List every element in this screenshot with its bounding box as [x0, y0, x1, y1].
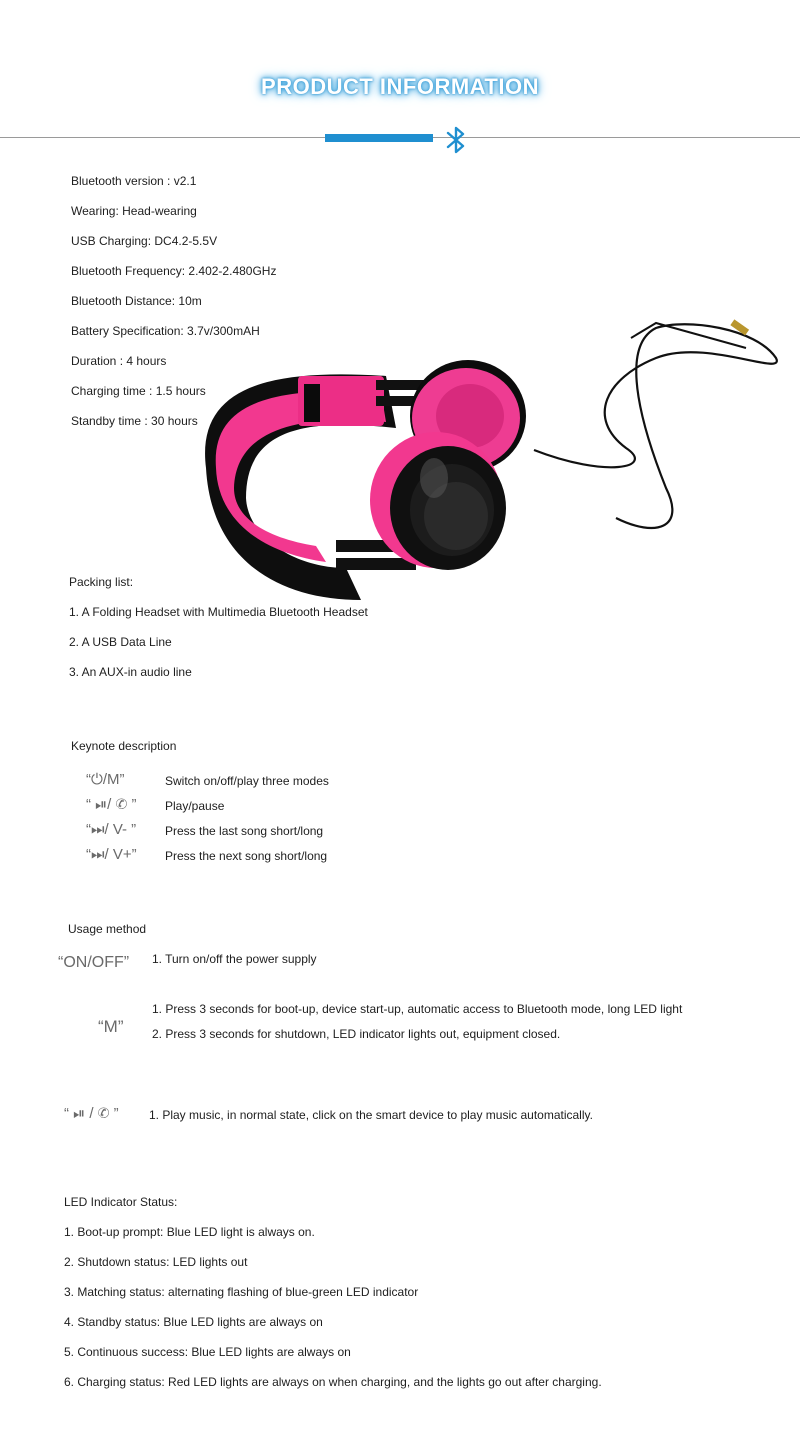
bluetooth-icon [442, 124, 470, 156]
spec-charging-time: Charging time : 1.5 hours [71, 384, 206, 398]
page-title: PRODUCT INFORMATION [261, 74, 539, 99]
usage-desc-m-1: 1. Press 3 seconds for boot-up, device start-up, automatic access to Bluetooth mode, long LED light [152, 1002, 683, 1016]
led-item-1: 1. Boot-up prompt: Blue LED light is always on. [64, 1225, 315, 1239]
led-item-2: 2. Shutdown status: LED lights out [64, 1255, 248, 1269]
spec-distance: Bluetooth Distance: 10m [71, 294, 202, 308]
usage-desc-m-2: 2. Press 3 seconds for shutdown, LED indicator lights out, equipment closed. [152, 1027, 561, 1041]
led-item-4: 4. Standby status: Blue LED lights are always on [64, 1315, 323, 1329]
usage-key-play: “ ⏯ / ✆ ” [64, 1105, 119, 1122]
keynote-desc-next-song: Press the next song short/long [165, 849, 328, 863]
spec-usb-charging: USB Charging: DC4.2-5.5V [71, 234, 218, 248]
keynote-key-last-song: “⏭/ V- ” [86, 821, 137, 838]
usage-heading: Usage method [68, 922, 147, 936]
keynote-desc-power-mode: Switch on/off/play three modes [165, 774, 329, 788]
spec-frequency: Bluetooth Frequency: 2.402-2.480GHz [71, 264, 277, 278]
keynote-heading: Keynote description [71, 739, 177, 753]
spec-wearing: Wearing: Head-wearing [71, 204, 197, 218]
led-item-6: 6. Charging status: Red LED lights are always on when charging, and the lights go out after charging. [64, 1375, 602, 1389]
keynote-desc-last-song: Press the last song short/long [165, 824, 324, 838]
usage-desc-onoff: 1. Turn on/off the power supply [152, 952, 317, 966]
keynote-key-power-mode: “⏻/M” [86, 771, 125, 788]
keynote-desc-play-pause: Play/pause [165, 799, 225, 813]
spec-duration: Duration : 4 hours [71, 354, 167, 368]
spec-battery: Battery Specification: 3.7v/300mAH [71, 324, 260, 338]
packing-item-3: 3. An AUX-in audio line [69, 665, 192, 679]
packing-heading: Packing list: [69, 575, 134, 589]
packing-item-1: 1. A Folding Headset with Multimedia Bluetooth Headset [69, 605, 368, 619]
led-item-3: 3. Matching status: alternating flashing of blue-green LED indicator [64, 1285, 419, 1299]
spec-standby-time: Standby time : 30 hours [71, 414, 198, 428]
headset-image [186, 318, 790, 600]
led-heading: LED Indicator Status: [64, 1195, 178, 1209]
spec-bluetooth-version: Bluetooth version : v2.1 [71, 174, 197, 188]
accent-bar [325, 134, 433, 142]
keynote-key-next-song: “⏭/ V+” [86, 846, 137, 863]
usage-key-onoff: “ON/OFF” [58, 954, 130, 971]
usage-desc-play: 1. Play music, in normal state, click on the smart device to play music automatically. [149, 1108, 593, 1122]
led-item-5: 5. Continuous success: Blue LED lights are always on [64, 1345, 351, 1359]
usage-key-m: “M” [98, 1017, 124, 1036]
keynote-key-play-pause: “ ⏯/ ✆ ” [86, 796, 137, 813]
packing-item-2: 2. A USB Data Line [69, 635, 172, 649]
